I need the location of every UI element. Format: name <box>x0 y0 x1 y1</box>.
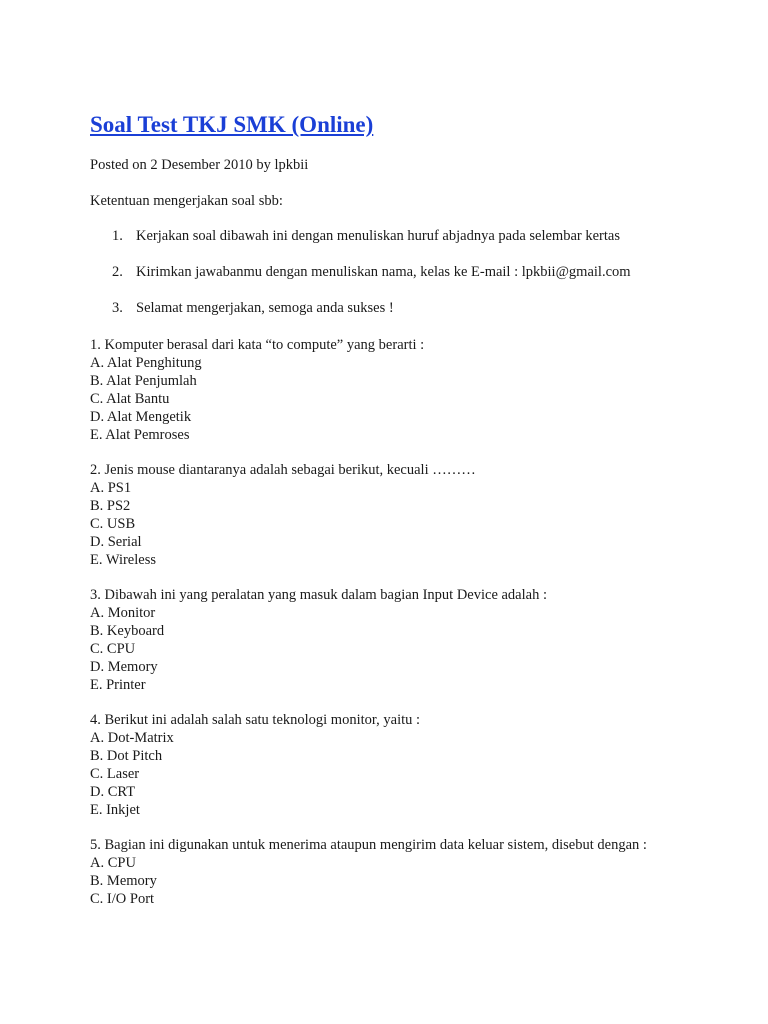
rule-text: Selamat mengerjakan, semoga anda sukses ! <box>136 300 394 316</box>
answer-option: D. Alat Mengetik <box>90 409 192 425</box>
post-title-link[interactable]: Soal Test TKJ SMK (Online) <box>90 112 374 137</box>
answer-option: A. PS1 <box>90 480 132 496</box>
answer-option: C. CPU <box>90 641 136 657</box>
answer-option: B. Memory <box>90 873 157 889</box>
question-text: 1. Komputer berasal dari kata “to compute” yang berarti : <box>90 337 425 353</box>
post-meta: Posted on 2 Desember 2010 by lpkbii <box>90 157 309 173</box>
question-text: 2. Jenis mouse diantaranya adalah sebagai berikut, kecuali ……… <box>90 462 476 478</box>
question-block-5 <box>90 836 647 908</box>
answer-option: C. USB <box>90 516 136 532</box>
question-block-1 <box>90 336 424 444</box>
answer-option: B. PS2 <box>90 498 131 514</box>
intro-text: Ketentuan mengerjakan soal sbb: <box>90 193 283 209</box>
question-block-4 <box>90 711 420 819</box>
answer-option: A. Alat Penghitung <box>90 355 202 371</box>
rule-text: Kirimkan jawabanmu dengan menuliskan nama, kelas ke E-mail : lpkbii@gmail.com <box>136 264 631 280</box>
answer-option: A. Monitor <box>90 605 156 621</box>
answer-option: D. Memory <box>90 659 158 675</box>
answer-option: B. Keyboard <box>90 623 165 639</box>
answer-option: E. Alat Pemroses <box>90 427 190 443</box>
answer-option: A. CPU <box>90 855 136 871</box>
answer-option: E. Inkjet <box>90 802 140 818</box>
question-block-3 <box>90 586 547 694</box>
rule-number: 3. <box>112 300 123 316</box>
rule-text: Kerjakan soal dibawah ini dengan menuliskan huruf abjadnya pada selembar kertas <box>136 228 620 244</box>
answer-option: C. Alat Bantu <box>90 391 170 407</box>
answer-option: C. Laser <box>90 766 140 782</box>
rule-number: 2. <box>112 264 123 280</box>
question-text: 3. Dibawah ini yang peralatan yang masuk dalam bagian Input Device adalah : <box>90 587 547 603</box>
answer-option: E. Printer <box>90 677 146 693</box>
answer-option: E. Wireless <box>90 552 156 568</box>
answer-option: A. Dot-Matrix <box>90 730 174 746</box>
answer-option: B. Dot Pitch <box>90 748 163 764</box>
answer-option: C. I/O Port <box>90 891 155 907</box>
answer-option: D. Serial <box>90 534 142 550</box>
question-text: 5. Bagian ini digunakan untuk menerima ataupun mengirim data keluar sistem, disebut dengan : <box>90 837 647 853</box>
answer-option: B. Alat Penjumlah <box>90 373 197 389</box>
question-block-2 <box>90 461 476 569</box>
answer-option: D. CRT <box>90 784 136 800</box>
rule-number: 1. <box>112 228 123 244</box>
question-text: 4. Berikut ini adalah salah satu teknologi monitor, yaitu : <box>90 712 421 728</box>
